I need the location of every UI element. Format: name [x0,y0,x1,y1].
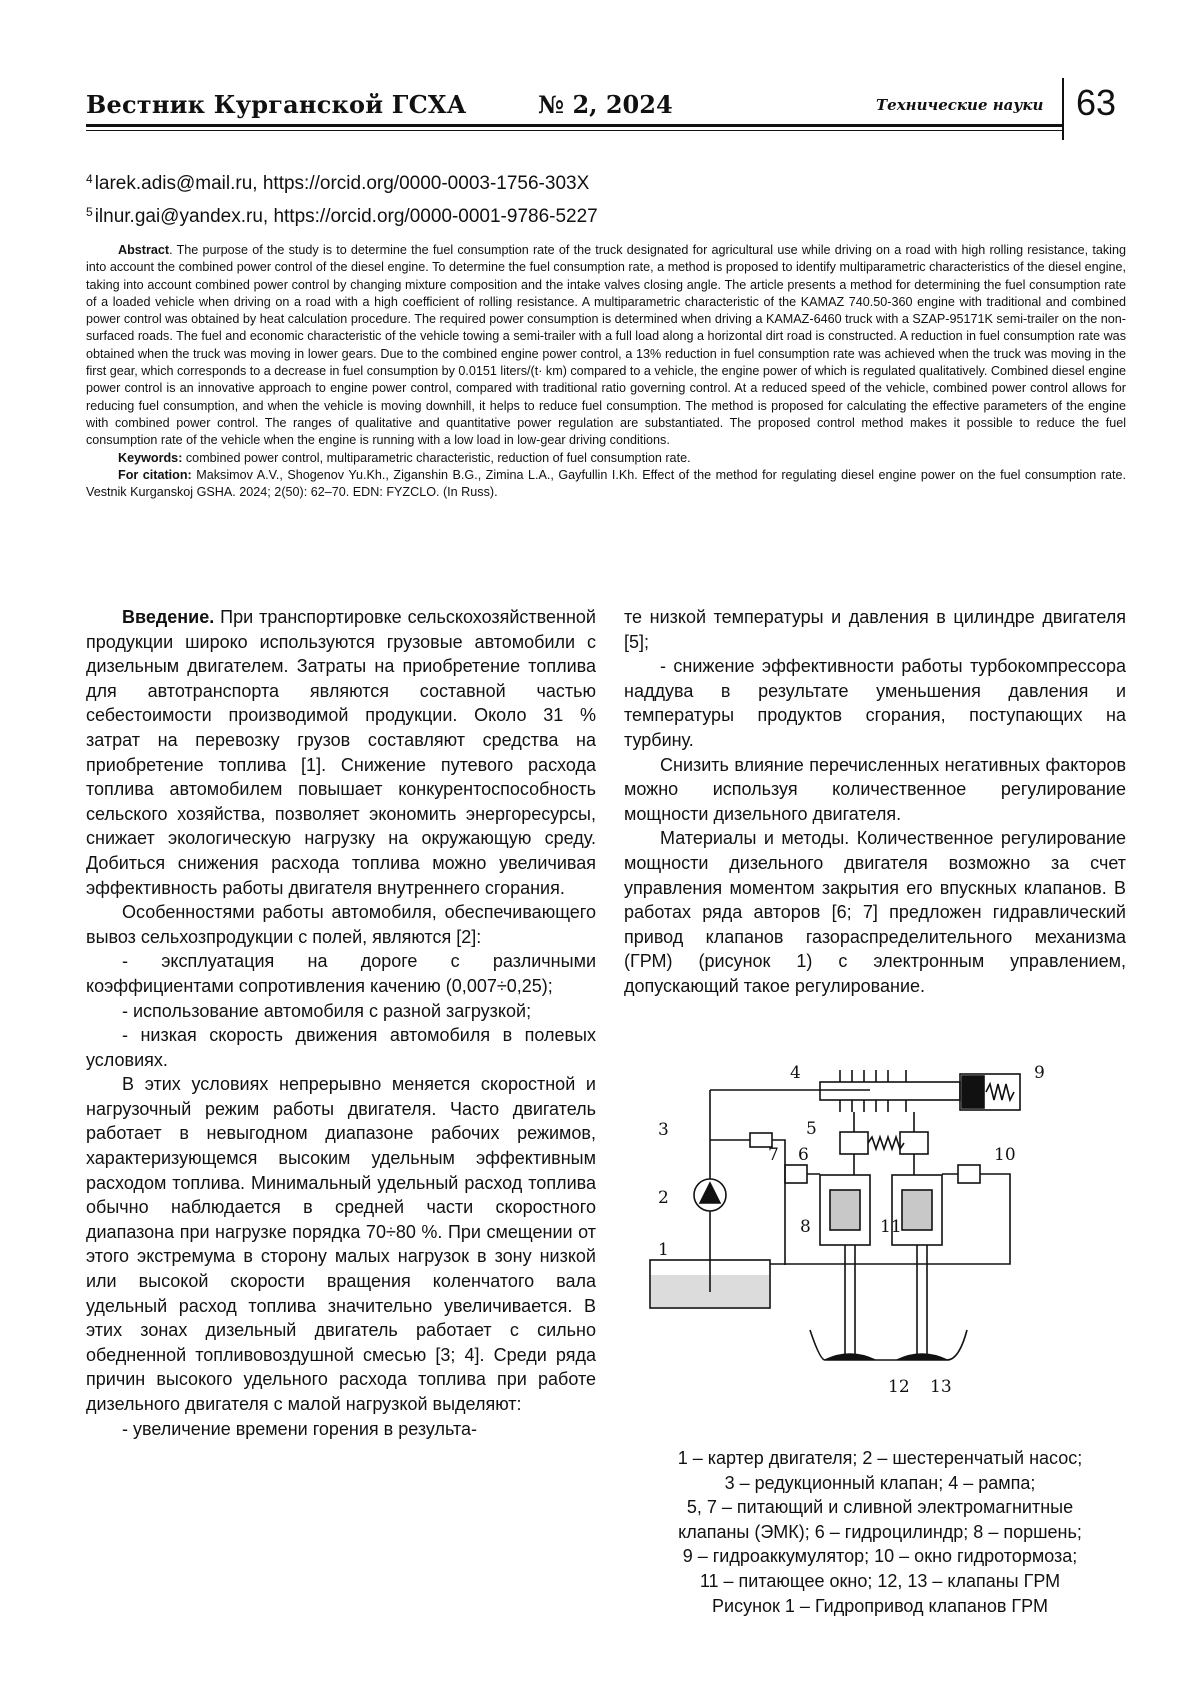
header-rule-thin [86,130,1062,131]
abstract-paragraph [86,242,1126,450]
right-column [624,605,1126,999]
journal-title: Вестник Курганской ГСХА [86,90,467,119]
email-line [86,198,598,231]
drain-valve-right [958,1165,980,1183]
bullet-item: - низкая скорость движения автомобиля в полевых условиях. [86,1025,596,1070]
methods-text: Количественное регулирование мощности дизельного двигателя возможно за счет управления моментом закрытия его впускных клапанов. В работах ряда авторов [6; 7] предложен гидравлический привод клапанов газораспределительного механизма (ГРМ) (рисунок 1) с электронным управлением, допускающий такое регулирование. [624,828,1127,996]
bullet-item: - увеличение времени горения в результа- [122,1418,477,1439]
email-line [86,165,598,198]
hydraulic-drive-diagram [640,1060,1120,1450]
figure-label-4: 4 [790,1063,801,1083]
cylinder-head-ports [810,1330,967,1360]
pump-arrow [700,1183,720,1203]
valve-stem-12 [845,1245,855,1355]
piston-left [830,1190,860,1230]
running-header [86,82,1124,142]
solenoid-valve-right [900,1132,928,1154]
valve-head-13 [897,1354,947,1360]
figure-label-11: 11 [880,1217,902,1237]
abstract-text: . The purpose of the study is to determine the fuel consumption rate of the truck designated for agricultural use while driving on a road with high rolling resistance, taking into account the combined power control of the diesel engine. To determine the fuel consumption rate, a method is proposed to identify multiparametric characteristics of the diesel engine, taking into account combined power control by changing mixture composition and the intake valves closing angle. The article presents a method for determining the fuel consumption rate of a loaded vehicle when driving on a road with a high coefficient of rolling resistance. A multiparametric characteristic of the KAMAZ 740.50-360 engine with traditional and combined power control was obtained by heat calculation procedure. The required power consumption is determined when driving a KAMAZ-6460 truck with a SZAP-95171K semi-trailer on the non-surfaced roads. The fuel and economic characteristic of the vehicle towing a semi-trailer with a full load along a horizontal dirt road is constructed. A reduction in fuel consumption rate was obtained when the truck was moving in lower gears. Due to the combined engine power control, a 13% reduction in fuel consumption rate was achieved when the truck was moving in the first gear, which corresponds to a decrease in fuel consumption by 0.0151 liters/(t· km) compared to a vehicle, the engine power of which is regulated qualitatively. Combined diesel engine power control is an innovative approach to engine power control, compared with traditional ratio governing control. At a reduced speed of the vehicle, combined power control allows for reducing fuel consumption, and when the vehicle is moving downhill, it helps to reduce fuel consumption. The method is proposed for calculating the effective parameters of the engine with combined power control. The ranges of qualitative and quantitative power regulation are substantiated. The proposed control method makes it possible to reduce the fuel consumption rate of the vehicle when the engine is running with a low load in low-gear driving conditions. [86,243,1127,448]
body-paragraph: Снизить влияние перечисленных негативных факторов можно используя количественное регулирование мощности дизельного двигателя. [624,754,1126,824]
footnote-mark: 4 [86,172,93,186]
body-paragraph: те низкой температуры и давления в цилиндре двигателя [5]; [624,607,1126,652]
accumulator-piston [962,1076,984,1108]
figure-label-9: 9 [1034,1063,1045,1083]
caption-line: 3 – редукционный клапан; 4 – рампа; [724,1472,1036,1493]
page-number: 63 [1076,82,1117,123]
methods-paragraph [624,826,1126,998]
cylinder-feed-lines [854,1154,914,1175]
keywords-label: Keywords: [118,450,183,465]
caption-line: клапаны (ЭМК); 6 – гидроцилиндр; 8 – поршень; [678,1521,1082,1542]
keywords-text: combined power control, multiparametric characteristic, reduction of fuel consumption rate. [182,450,691,465]
figure-caption [620,1446,1140,1618]
email-text: ilnur.gai@yandex.ru, https://orcid.org/0000-0001-9786-5227 [94,206,598,227]
issue-number: № 2, 2024 [538,90,673,119]
bullet-item: - снижение эффективности работы турбокомпрессора наддува в результате уменьшения давления и температуры продуктов сгорания, поступающих на турбину. [624,656,1126,750]
figure-label-5: 5 [806,1119,817,1139]
citation-label: For citation: [118,467,192,482]
intro-paragraph [86,605,596,900]
solenoid-valve-left [840,1132,868,1154]
figure-hydraulic-drive [640,1060,1120,1450]
valve-head-12 [825,1354,875,1360]
intro-text: При транспортировке сельскохозяйственной продукции широко используются грузовые автомобили с дизельным двигателем. Затраты на приобретение топлива для автотранспорта являются составной частью себестоимости производимой продукции. Около 31 % затрат на перевозку грузов составляют средства на приобретение топлива [1]. Снижение путевого расхода топлива автомобилем повышает конкурентоспособность сельского хозяйства, позволяет экономить энергоресурсы, снижает экологическую нагрузку на окружающую среду. Добиться снижения расхода топлива можно увеличивая эффективность работы двигателя внутреннего сгорания. [86,607,596,898]
caption-line: 5, 7 – питающий и сливной электромагнитные [686,1497,1074,1518]
abstract-block [86,242,1126,501]
author-emails [86,165,598,231]
header-divider [1062,78,1064,140]
bullet-item: - эксплуатация на дороге с различными коэффициентами сопротивления качению (0,007÷0,25); [86,951,596,996]
keywords-paragraph [86,450,1126,467]
header-rule-thick [86,124,1062,127]
email-text: larek.adis@mail.ru, https://orcid.org/0000-0003-1756-303X [94,173,590,194]
figure-label-7: 7 [768,1145,779,1165]
figure-label-12: 12 [888,1377,910,1397]
figure-label-2: 2 [658,1188,669,1208]
figure-label-13: 13 [930,1377,952,1397]
methods-heading: Материалы и методы. [660,828,850,849]
caption-line: 1 – картер двигателя; 2 – шестеренчатый насос; [677,1448,1083,1468]
valve-spring [868,1137,904,1149]
figure-label-1: 1 [658,1240,669,1260]
caption-line: 9 – гидроаккумулятор; 10 – окно гидротормоза; [682,1546,1078,1567]
body-paragraph: В этих условиях непрерывно меняется скоростной и нагрузочный режим работы двигателя. Часто двигатель работает в невыгодном диапазоне рабочих режимов, характеризующемся высоким удельным эффективным расходом топлива. Минимальный удельный расход топлива обычно наблюдается в средней части скоростного диапазона при нагрузке порядка 70÷80 %. При смещении от этого экстремума в сторону малых нагрузок в зону низкой или высокой скорости вращения коленчатого вала удельный расход топлива значительно увеличивается. В этих зонах дизельный двигатель работает с сильно обедненной топливовоздушной смесью [3; 4]. Среди ряда причин высокого удельного расхода топлива при работе дизельного двигателя с малой нагрузкой выделяют: [86,1074,596,1414]
caption-line: 11 – питающее окно; 12, 13 – клапаны ГРМ [699,1570,1061,1591]
drain-valve-left [785,1165,807,1183]
accumulator-spring [986,1084,1014,1100]
piston-right [902,1190,932,1230]
body-paragraph: Особенностями работы автомобиля, обеспечивающего вывоз сельхозпродукции с полей, являются [2]: [86,902,596,947]
left-column [86,605,596,1441]
section-name: Технические науки [876,96,1044,114]
figure-label-3: 3 [658,1120,669,1140]
footnote-mark: 5 [86,205,93,219]
valve-stem-13 [917,1245,927,1355]
valve-feed-lines [854,1112,914,1132]
citation-text: Maksimov A.V., Shogenov Yu.Kh., Ziganshin B.G., Zimina L.A., Gayfullin I.Kh. Effect of the method for regulating diesel engine power on the fuel consumption rate. Vestnik Kurganskoj GSHA. 2024; 2(50): 62–70. EDN: FYZCLO. (In Russ). [86,467,1126,500]
bullet-item: - использование автомобиля с разной загрузкой; [122,1000,532,1021]
figure-label-8: 8 [800,1217,811,1237]
intro-heading: Введение. [122,607,215,627]
rail-body [820,1082,960,1100]
caption-title: Рисунок 1 – Гидропривод клапанов ГРМ [712,1595,1048,1616]
rail-upper-ports [840,1070,906,1082]
citation-paragraph [86,467,1126,502]
figure-label-6: 6 [798,1145,809,1165]
abstract-label: Abstract [118,243,170,257]
rail-lower-ports [840,1100,906,1112]
figure-label-10: 10 [994,1145,1016,1165]
